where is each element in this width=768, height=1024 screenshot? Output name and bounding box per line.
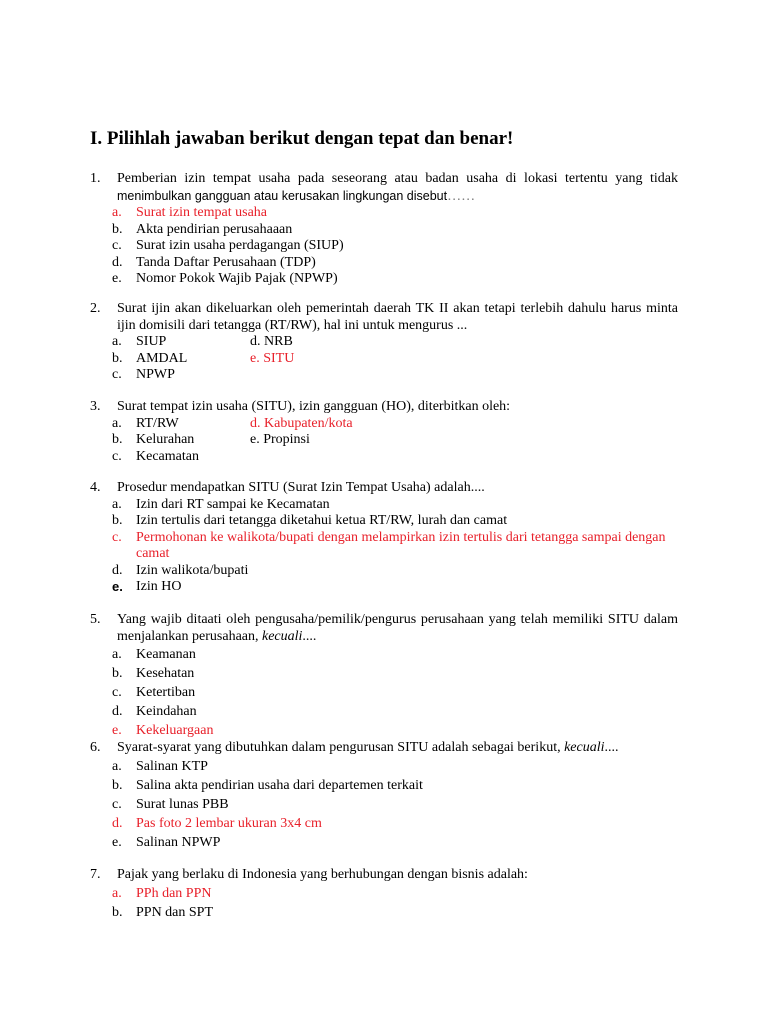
question-text-line-2: menimbulkan gangguan atau kerusakan lingkungan disebut [117,188,448,203]
answer-row [112,367,678,384]
answer-option [112,367,250,384]
option-text: Salinan KTP [136,758,208,774]
question-number: 4. [90,480,101,495]
option-letter: e. [112,271,122,286]
answer-option [112,497,678,514]
answer-option [112,416,250,433]
answer-option [112,530,678,563]
option-text: Surat izin tempat usaha [136,205,268,220]
option-letter: e. [112,834,122,850]
option-letter: c. [112,367,122,382]
question-text: Surat tempat izin usaha (SITU), izin gangguan (HO), diterbitkan oleh: [117,399,511,414]
answer-option [112,579,678,596]
question-3 [90,399,678,465]
question-text-main: Yang wajib ditaati oleh pengusaha/pemilik/pengurus perusahaan yang telah memiliki SITU dalam menjalankan perusahaan, [117,612,678,644]
option-letter: e. [112,723,122,738]
answer-option [112,432,250,449]
option-letter: c. [112,796,122,812]
answer-row [112,334,678,351]
option-text: Keindahan [136,704,197,719]
question-text [117,612,678,645]
question-number: 1. [90,171,101,186]
answer-option: d. NRB [250,334,293,349]
question-5 [90,612,678,740]
question-4 [90,480,678,596]
option-text: AMDAL [136,350,188,366]
option-letter: a. [112,334,122,349]
answer-option [112,795,678,814]
answer-option [112,271,678,288]
option-letter: c. [112,448,122,464]
answer-option [112,351,250,368]
question-text: Surat ijin akan dikeluarkan oleh pemerintah daerah TK II akan tetapi terlebih dahulu harus minta ijin domisili dari tetangga (RT/RW), hal ini untuk mengurus ... [117,301,678,333]
answer-option [112,721,678,740]
question-text: Prosedur mendapatkan SITU (Surat Izin Tempat Usaha) adalah.... [117,480,485,495]
option-letter: a. [112,885,122,901]
answer-option [112,334,250,351]
option-text: Izin HO [136,579,182,594]
option-letter: a. [112,647,122,662]
option-text: Akta pendirian perusahaaan [136,221,293,237]
question-text [117,171,678,205]
option-text: PPh dan PPN [136,885,212,901]
answer-option [112,683,678,702]
answer-option [112,449,250,466]
option-letter: a. [112,758,122,774]
answer-option: d. Kabupaten/kota [250,415,353,431]
option-text: Izin walikota/bupati [136,562,249,578]
option-letter: c. [112,685,122,700]
option-letter: b. [112,350,123,366]
answer-option [112,903,678,922]
question-6 [90,740,678,852]
answer-option [112,776,678,795]
question-text-italic: kecuali [262,628,303,644]
option-letter: a. [112,496,122,512]
option-text: Tanda Daftar Perusahaan (TDP) [136,254,316,270]
option-text: Ketertiban [136,685,196,700]
answer-option [112,513,678,530]
question-2 [90,301,678,384]
answer-row [112,449,678,466]
question-number: 7. [90,867,101,882]
option-text: Pas foto 2 lembar ukuran 3x4 cm [136,815,322,831]
option-text: Izin dari RT sampai ke Kecamatan [136,496,330,512]
section-heading: I. Pilihlah jawaban berikut dengan tepat dan benar! [90,128,514,149]
option-text: Nomor Pokok Wajib Pajak (NPWP) [136,271,338,286]
option-letter: b. [112,666,123,681]
answer-option [112,757,678,776]
answer-option [112,884,678,903]
answer-option [112,255,678,272]
answer-option [112,814,678,833]
question-text-line-1: Pemberian izin tempat usaha pada seseorang atau badan usaha di lokasi tertentu yang tidak [117,171,678,186]
answer-row [112,416,678,433]
option-text: Salina akta pendirian usaha dari departemen terkait [136,777,423,793]
option-text: Kekeluargaan [136,723,214,738]
option-letter: b. [112,904,123,920]
answer-option: e. SITU [250,350,295,366]
option-text: NPWP [136,367,175,382]
option-text: Kelurahan [136,432,195,447]
answer-row [112,351,678,368]
answer-option [112,664,678,683]
question-text [117,740,678,757]
option-text: Izin tertulis dari tetangga diketahui ketua RT/RW, lurah dan camat [136,513,508,528]
option-letter: b. [112,432,123,447]
question-text-main: Syarat-syarat yang dibutuhkan dalam pengurusan SITU adalah sebagai berikut, [117,740,561,755]
answer-option [112,702,678,721]
option-text: Keamanan [136,647,196,662]
option-letter: c. [112,238,122,253]
option-letter: b. [112,777,123,793]
question-number: 5. [90,612,101,627]
option-text: PPN dan SPT [136,904,214,920]
option-text: SIUP [136,334,167,349]
option-letter: a. [112,205,122,220]
question-ellipsis: .... [302,628,317,644]
option-letter: b. [112,513,123,528]
question-ellipsis: .... [604,740,619,755]
answer-option [112,645,678,664]
answer-option [112,833,678,852]
option-letter: d. [112,562,123,578]
option-letter: a. [112,415,122,431]
answer-row [112,432,678,449]
option-text: Kesehatan [136,666,195,681]
option-letter: e. [112,579,123,594]
option-letter: d. [112,254,123,270]
option-text: RT/RW [136,415,179,431]
option-letter: c. [112,529,122,545]
answer-option [112,238,678,255]
option-text: Surat izin usaha perdagangan (SIUP) [136,238,344,253]
question-1 [90,171,678,288]
option-text: Salinan NPWP [136,834,221,850]
option-text: Kecamatan [136,448,199,464]
option-text: Surat lunas PBB [136,796,229,812]
option-letter: d. [112,815,123,831]
question-text-italic: kecuali [564,740,605,755]
question-text: Pajak yang berlaku di Indonesia yang berhubungan dengan bisnis adalah: [117,867,528,882]
answer-option [112,563,678,580]
question-ellipsis: …… [447,188,476,204]
option-letter: b. [112,221,123,237]
answer-option: e. Propinsi [250,432,310,447]
question-7 [90,867,678,922]
question-number: 6. [90,740,101,755]
question-number: 2. [90,301,101,316]
question-number: 3. [90,399,101,414]
option-text: Permohonan ke walikota/bupati dengan melampirkan izin tertulis dari tetangga sampai dengan camat [136,529,666,561]
answer-option [112,205,678,222]
answer-option [112,222,678,239]
option-letter: d. [112,704,123,719]
